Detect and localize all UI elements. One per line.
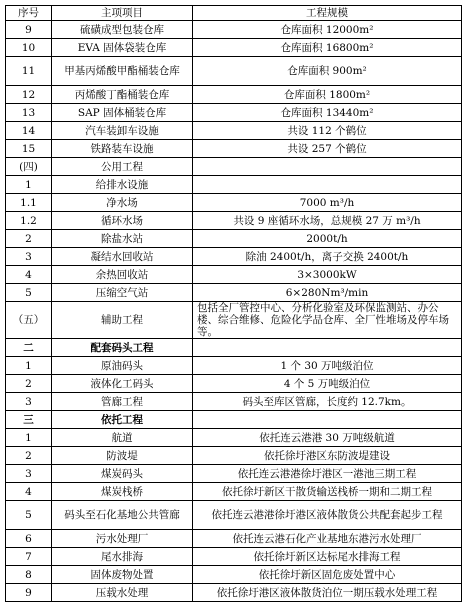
row-no: 4 xyxy=(6,483,52,501)
row-no: 9 xyxy=(6,21,52,39)
row-no: （五） xyxy=(6,302,52,339)
row-item: 压缩空气站 xyxy=(52,284,193,302)
row-scale: 仓库面积 16800m² xyxy=(193,39,462,57)
row-item: EVA 固体袋装仓库 xyxy=(52,39,193,57)
table-row xyxy=(6,584,462,602)
row-item: SAP 固体桶装仓库 xyxy=(52,104,193,122)
row-no: 1.2 xyxy=(6,212,52,230)
row-item: 防波堤 xyxy=(52,447,193,465)
row-scale: 码头至库区管廊，长度约 12.7km。 xyxy=(193,393,462,411)
row-no: 1 xyxy=(6,357,52,375)
table-row xyxy=(6,230,462,248)
table-row xyxy=(6,447,462,465)
row-scale xyxy=(193,411,462,429)
table-row xyxy=(6,548,462,566)
row-no: 3 xyxy=(6,465,52,483)
row-scale: 仓库面积 13440m² xyxy=(193,104,462,122)
row-item: 丙烯酸丁酯桶装仓库 xyxy=(52,86,193,104)
row-scale: 共设 257 个鹤位 xyxy=(193,140,462,158)
row-item: 煤炭码头 xyxy=(52,465,193,483)
row-item: 液体化工码头 xyxy=(52,375,193,393)
table-row xyxy=(6,429,462,447)
row-no: 2 xyxy=(6,447,52,465)
row-scale: 依托连云港港徐圩港区一港池三期工程 xyxy=(193,465,462,483)
header-no: 序号 xyxy=(6,6,52,21)
row-item: 铁路装车设施 xyxy=(52,140,193,158)
table-row xyxy=(6,501,462,530)
row-no: 9 xyxy=(6,584,52,602)
row-scale: 依托徐圩新区达标尾水排海工程 xyxy=(193,548,462,566)
row-item: 固体废物处置 xyxy=(52,566,193,584)
table-section-row xyxy=(6,158,462,176)
row-no: 6 xyxy=(6,530,52,548)
table-row xyxy=(6,530,462,548)
row-no: (四) xyxy=(6,158,52,176)
row-item: 甲基丙烯酸甲酯桶装仓库 xyxy=(52,57,193,86)
row-item: 管廊工程 xyxy=(52,393,193,411)
row-no: 8 xyxy=(6,566,52,584)
row-no: 15 xyxy=(6,140,52,158)
table-row xyxy=(6,21,462,39)
row-no: 4 xyxy=(6,266,52,284)
row-item: 除盐水站 xyxy=(52,230,193,248)
row-scale xyxy=(193,339,462,357)
row-scale: 仓库面积 1800m² xyxy=(193,86,462,104)
table-row xyxy=(6,194,462,212)
row-item: 配套码头工程 xyxy=(52,339,193,357)
row-item: 辅助工程 xyxy=(52,302,193,339)
row-no: 5 xyxy=(6,501,52,530)
row-scale: 2000t/h xyxy=(193,230,462,248)
table-row xyxy=(6,212,462,230)
row-item: 污水处理厂 xyxy=(52,530,193,548)
row-scale: 仓库面积 900m² xyxy=(193,57,462,86)
table-section-row xyxy=(6,411,462,429)
row-scale: 除油 2400t/h，离子交换 2400t/h xyxy=(193,248,462,266)
row-item: 压载水处理 xyxy=(52,584,193,602)
row-item: 公用工程 xyxy=(52,158,193,176)
row-no: 11 xyxy=(6,57,52,86)
table-row xyxy=(6,266,462,284)
row-scale: 共设 9 座循环水场，总规模 27 万 m³/h xyxy=(193,212,462,230)
table-row xyxy=(6,104,462,122)
row-item: 余热回收站 xyxy=(52,266,193,284)
row-item: 煤炭栈桥 xyxy=(52,483,193,501)
table-row xyxy=(6,357,462,375)
row-no: 7 xyxy=(6,548,52,566)
row-no: 二 xyxy=(6,339,52,357)
row-no: 1 xyxy=(6,176,52,194)
row-item: 凝结水回收站 xyxy=(52,248,193,266)
row-item: 尾水排海 xyxy=(52,548,193,566)
row-item: 净水场 xyxy=(52,194,193,212)
header-item: 主项项目 xyxy=(52,6,193,21)
row-scale xyxy=(193,158,462,176)
table-row xyxy=(6,465,462,483)
row-scale: 依托连云港港徐圩港区液体散货公共配套起步工程 xyxy=(193,501,462,530)
row-no: 12 xyxy=(6,86,52,104)
table-row xyxy=(6,39,462,57)
row-scale: 6×280Nm³/min xyxy=(193,284,462,302)
table-row xyxy=(6,248,462,266)
row-no: 5 xyxy=(6,284,52,302)
table-row xyxy=(6,393,462,411)
row-no: 13 xyxy=(6,104,52,122)
row-item: 原油码头 xyxy=(52,357,193,375)
row-item: 硫磺成型包装仓库 xyxy=(52,21,193,39)
table-section-row xyxy=(6,339,462,357)
row-no: 3 xyxy=(6,393,52,411)
row-no: 三 xyxy=(6,411,52,429)
row-scale: 共设 112 个鹤位 xyxy=(193,122,462,140)
row-no: 14 xyxy=(6,122,52,140)
row-scale: 4 个 5 万吨级泊位 xyxy=(193,375,462,393)
row-item: 依托工程 xyxy=(52,411,193,429)
row-scale: 7000 m³/h xyxy=(193,194,462,212)
table-row xyxy=(6,375,462,393)
table-header-row xyxy=(6,6,462,21)
row-scale: 依托徐圩港区液体散货泊位一期压载水处理工程 xyxy=(193,584,462,602)
row-scale xyxy=(193,176,462,194)
table-row xyxy=(6,86,462,104)
row-no: 1.1 xyxy=(6,194,52,212)
table-row xyxy=(6,284,462,302)
row-scale: 依托连云港港 30 万吨级航道 xyxy=(193,429,462,447)
table-row xyxy=(6,140,462,158)
header-scale: 工程规模 xyxy=(193,6,462,21)
row-item: 汽车装卸车设施 xyxy=(52,122,193,140)
table-row xyxy=(6,483,462,501)
row-scale: 仓库面积 12000m² xyxy=(193,21,462,39)
table-row xyxy=(6,57,462,86)
table-row xyxy=(6,122,462,140)
row-no: 2 xyxy=(6,230,52,248)
row-item: 码头至石化基地公共管廊 xyxy=(52,501,193,530)
table-row xyxy=(6,566,462,584)
row-no: 10 xyxy=(6,39,52,57)
row-item: 航道 xyxy=(52,429,193,447)
row-item: 给排水设施 xyxy=(52,176,193,194)
row-scale: 依托徐圩港区东防波堤建设 xyxy=(193,447,462,465)
row-no: 2 xyxy=(6,375,52,393)
row-no: 3 xyxy=(6,248,52,266)
row-scale: 依托徐圩新区干散货输送栈桥一期和二期工程 xyxy=(193,483,462,501)
row-scale: 依托连云港石化产业基地东港污水处理厂 xyxy=(193,530,462,548)
row-scale: 包括全厂管控中心、分析化验室及环保监测站、办公楼、综合维修、危险化学品仓库、全厂性堆场及停车场等。 xyxy=(193,302,462,339)
row-scale: 3×3000kW xyxy=(193,266,462,284)
row-item: 循环水场 xyxy=(52,212,193,230)
row-scale: 1 个 30 万吨级泊位 xyxy=(193,357,462,375)
row-scale: 依托徐圩新区固危废处置中心 xyxy=(193,566,462,584)
engineering-scale-table xyxy=(5,5,462,602)
table-section-row xyxy=(6,302,462,339)
row-no: 1 xyxy=(6,429,52,447)
table-row xyxy=(6,176,462,194)
